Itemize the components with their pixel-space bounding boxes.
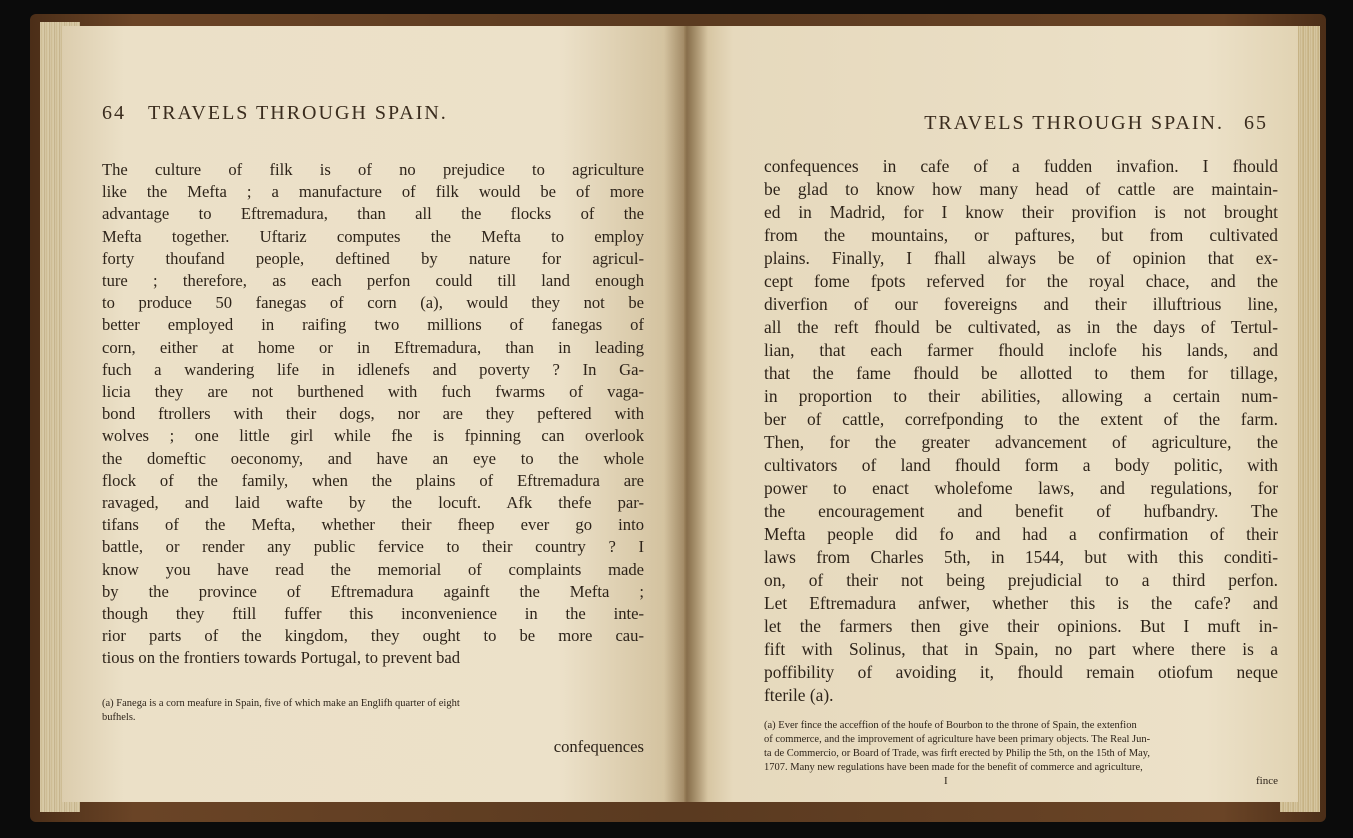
- text-line: Then, for the greater advancement of agriculture, the: [764, 432, 1278, 452]
- text-line: The culture of filk is of no prejudice to agriculture: [102, 160, 644, 179]
- signature-mark: I: [944, 775, 948, 787]
- text-line: power to enact wholefome laws, and regulations, for: [764, 478, 1278, 498]
- signature-line: [764, 775, 1278, 787]
- footnote-line: 1707. Many new regulations have been made for the benefit of commerce and agriculture,: [764, 762, 1143, 773]
- text-line: fift with Solinus, that in Spain, no part where there is a: [764, 639, 1278, 659]
- text-line: ravaged, and laid wafte by the locuft. Afk thefe par-: [102, 493, 644, 513]
- catchword: fince: [1256, 775, 1278, 787]
- text-line: poffibility of avoiding it, fhould remain otiofum neque: [764, 662, 1278, 682]
- footnote-line: (a) Ever fince the acceffion of the houfe of Bourbon to the throne of Spain, the extenfion: [764, 720, 1137, 731]
- text-line: cept fome fpots referved for the royal chace, and the: [764, 271, 1278, 291]
- text-line: plains. Finally, I fhall always be of opinion that ex-: [764, 248, 1278, 268]
- text-line: like the Mefta ; a manufacture of filk would be of more: [102, 182, 644, 202]
- footnote: [102, 697, 644, 725]
- text-line: flock of the family, when the plains of Eftremadura are: [102, 470, 644, 490]
- text-line: Mefta people did fo and had a confirmation of their: [764, 524, 1278, 544]
- text-line: ber of cattle, correfponding to the extent of the farm.: [764, 409, 1278, 429]
- text-line: tious on the frontiers towards Portugal, to prevent bad: [102, 648, 461, 668]
- footnote: [764, 719, 1278, 775]
- text-line: though they ftill fuffer this inconvenience in the inte-: [102, 604, 644, 624]
- footnote-line: of commerce, and the improvement of agriculture have been primary objects. The Real Jun-: [764, 734, 1151, 745]
- footnote-line: (a) Fanega is a corn meafure in Spain, five of which make an Englifh quarter of eight: [102, 697, 460, 709]
- text-line: let the farmers then give their opinions. But I muft in-: [764, 616, 1278, 636]
- body-text: [764, 155, 1278, 707]
- text-line: wolves ; one little girl while fhe is fpinning can overlook: [102, 426, 644, 446]
- text-line: the domeftic oeconomy, and have an eye to the whole: [102, 448, 644, 468]
- text-line: diverfion of our fovereigns and their illuftrious line,: [764, 294, 1278, 314]
- running-head-title: TRAVELS THROUGH SPAIN.: [148, 102, 448, 124]
- text-line: rior parts of the kingdom, they ought to be more cau-: [102, 626, 644, 646]
- text-line: bond ftrollers with their dogs, nor are they peftered with: [102, 404, 644, 424]
- text-line: in proportion to their abilities, allowing a certain num-: [764, 386, 1278, 406]
- catchword: confequences: [553, 736, 644, 756]
- text-line: on, of their not being prejudicial to a third perfon.: [764, 570, 1278, 590]
- running-head: [764, 112, 1278, 135]
- text-line: advantage to Eftremadura, than all the flocks of the: [102, 204, 644, 224]
- text-line: the encouragement and benefit of hufbandry. The: [764, 501, 1278, 521]
- text-line: ture ; therefore, as each perfon could till land enough: [102, 271, 644, 291]
- book-gutter: [664, 26, 708, 802]
- text-line: fterile (a).: [764, 685, 834, 705]
- text-line: to produce 50 fanegas of corn (a), would they not be: [102, 293, 644, 313]
- text-line: know you have read the memorial of complaints made: [102, 559, 644, 579]
- text-line: Mefta together. Uftariz computes the Mefta to employ: [102, 226, 644, 246]
- text-line: all the reft fhould be cultivated, as in the days of Tertul-: [764, 317, 1278, 337]
- text-line: battle, or render any public fervice to their country ? I: [102, 537, 644, 557]
- body-text: [102, 159, 644, 670]
- text-line: better employed in raifing two millions of fanegas of: [102, 315, 644, 335]
- running-head: [102, 102, 644, 125]
- text-line: corn, either at home or in Eftremadura, than in leading: [102, 337, 644, 357]
- text-line: from the mountains, or paftures, but from cultivated: [764, 225, 1278, 245]
- text-line: ed in Madrid, for I know their provifion is not brought: [764, 202, 1278, 222]
- text-line: tifans of the Mefta, whether their fheep ever go into: [102, 515, 644, 535]
- text-line: confequences in cafe of a fudden invafion. I fhould: [764, 156, 1278, 176]
- text-line: licia they are not burthened with fuch fwarms of vaga-: [102, 382, 644, 402]
- text-line: fuch a wandering life in idlenefs and poverty ? In Ga-: [102, 359, 644, 379]
- text-line: that the fame fhould be allotted to them for tillage,: [764, 363, 1278, 383]
- text-line: lian, that each farmer fhould inclofe his lands, and: [764, 340, 1278, 360]
- text-line: cultivators of land fhould form a body politic, with: [764, 455, 1278, 475]
- running-head-title: TRAVELS THROUGH SPAIN.: [924, 112, 1224, 134]
- right-page: [684, 26, 1298, 802]
- page-number: 64: [102, 102, 126, 124]
- footnote-line: bufhels.: [102, 711, 136, 723]
- footnote-line: ta de Commercio, or Board of Trade, was firft erected by Philip the 5th, on the 15th of May,: [764, 748, 1150, 759]
- page-number: 65: [1244, 112, 1268, 134]
- text-line: be glad to know how many head of cattle are maintain-: [764, 179, 1278, 199]
- text-line: Let Eftremadura anfwer, whether this is the cafe? and: [764, 593, 1278, 613]
- text-line: forty thoufand people, deftined by nature for agricul-: [102, 248, 644, 268]
- left-page: [62, 26, 684, 802]
- text-line: by the province of Eftremadura againft the Mefta ;: [102, 581, 644, 601]
- text-line: laws from Charles 5th, in 1544, but with this conditi-: [764, 547, 1278, 567]
